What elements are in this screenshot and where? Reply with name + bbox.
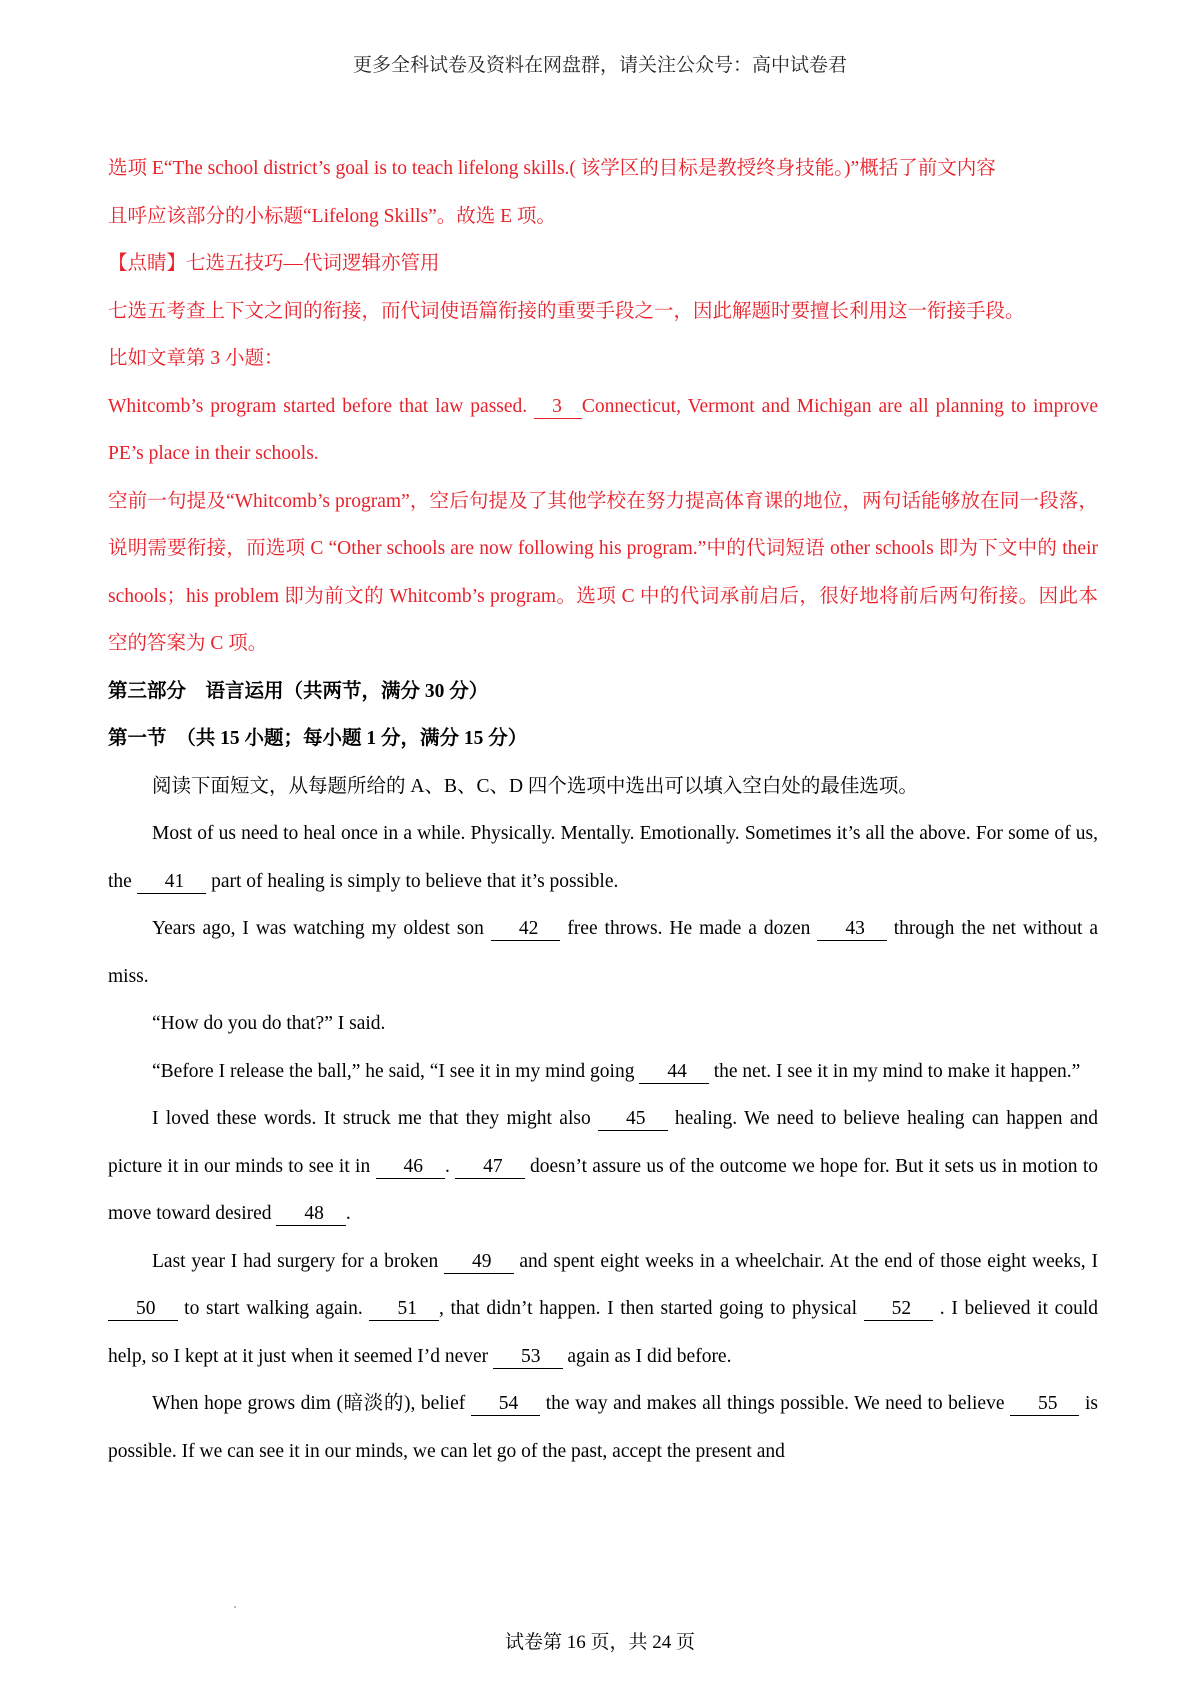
example-blank: 3 <box>534 396 582 419</box>
blank-54: 54 <box>471 1393 541 1416</box>
blank-53: 53 <box>493 1346 563 1369</box>
passage-text: I loved these words. It struck me that they might also <box>152 1108 599 1129</box>
passage-text: . I believed it could help, so I kept at it just when it seemed I’d never <box>108 1298 1099 1367</box>
blank-50: 50 <box>108 1298 178 1321</box>
blank-47: 47 <box>455 1156 525 1179</box>
passage-paragraph-7 <box>108 1380 1098 1475</box>
blank-55: 55 <box>1010 1393 1080 1416</box>
page-header: 更多全科试卷及资料在网盘群，请关注公众号：高中试卷君 <box>352 55 847 76</box>
passage-text: , that didn’t happen. I then started going to physical <box>438 1298 864 1319</box>
passage-text: through the net without a miss. <box>108 918 1099 987</box>
blank-52: 52 <box>864 1298 934 1321</box>
passage-paragraph-1 <box>108 810 1098 905</box>
passage-text: the net. I see it in my mind to make it happen.” <box>708 1060 1081 1082</box>
section3-title: 第三部分 语言运用（共两节，满分 30 分） <box>108 680 489 702</box>
blank-49: 49 <box>444 1251 514 1274</box>
scan-speck <box>234 1606 236 1608</box>
tip-text: 七选五考查上下文之间的衔接，而代词使语篇衔接的重要手段之一，因此解题时要擅长利用这一衔接手段。 <box>108 300 1025 322</box>
section1-title: 第一节 （共 15 小题；每小题 1 分，满分 15 分） <box>108 728 528 749</box>
passage-text: the way and makes all things possible. We need to believe <box>540 1393 1010 1414</box>
passage-paragraph-5 <box>108 1095 1098 1238</box>
passage-text: healing. We need to believe healing can happen and picture it in our minds to see it in <box>108 1108 1098 1177</box>
passage-text: When hope grows dim (暗淡的), belief <box>152 1393 471 1414</box>
blank-48: 48 <box>276 1203 346 1226</box>
page-content <box>108 145 1098 1475</box>
analysis-option-e-line2: 且呼应该部分的小标题“Lifelong Skills”。故选 E 项。 <box>108 205 556 227</box>
passage-paragraph-4 <box>108 1048 1098 1096</box>
passage-paragraph-2 <box>108 905 1098 1000</box>
passage-text: “Before I release the ball,” he said, “I see it in my mind going <box>152 1060 640 1082</box>
instruction: 阅读下面短文，从每题所给的 A、B、C、D 四个选项中选出可以填入空白处的最佳选项。 <box>152 775 918 797</box>
example-intro: 比如文章第 3 小题： <box>108 348 284 369</box>
blank-42: 42 <box>491 918 561 941</box>
passage-text: Most of us need to heal once in a while. Physically. Mentally. Emotionally. Sometimes it’s all the above. For some of us, the <box>108 823 1098 892</box>
blank-43: 43 <box>817 918 887 941</box>
passage-paragraph-6 <box>108 1238 1098 1381</box>
analysis-option-e <box>108 145 1098 240</box>
passage-paragraph-3: “How do you do that?” I said. <box>152 1013 386 1034</box>
passage-text: free throws. He made a dozen <box>560 918 818 939</box>
passage-text: . <box>345 1203 351 1224</box>
example-sentence <box>108 383 1098 478</box>
explanation: 空前一句提及“Whitcomb’s program”，空后句提及了其他学校在努力提高体育课的地位，两句话能够放在同一段落，说明需要衔接，而选项 C “Other schools are now following his program.”中的代词短语 other schools 即为下文中的 their schools；his problem 即为前文的 Whitcomb’s program。选项 C 中的代词承前启后，很好地将前后两句衔接。因此本空的答案为 C 项。 <box>108 490 1098 654</box>
blank-46: 46 <box>376 1156 446 1179</box>
blank-44: 44 <box>639 1061 709 1084</box>
passage-text: Last year I had surgery for a broken <box>152 1250 445 1272</box>
passage-text: to start walking again. <box>177 1298 370 1319</box>
passage-text: and spent eight weeks in a wheelchair. At the end of those eight weeks, I <box>513 1250 1098 1272</box>
passage-text: . <box>445 1155 456 1177</box>
blank-45: 45 <box>598 1108 668 1131</box>
tip-title: 【点睛】七选五技巧—代词逻辑亦管用 <box>108 253 440 274</box>
blank-51: 51 <box>369 1298 439 1321</box>
passage-text: Years ago, I was watching my oldest son <box>152 918 491 939</box>
page-footer: 试卷第 16 页，共 24 页 <box>504 1632 695 1653</box>
example-after: Connecticut, Vermont and Michigan are all planning to improve PE’s place in their schools. <box>108 395 1098 464</box>
example-before: Whitcomb’s program started before that law passed. <box>108 395 535 417</box>
analysis-option-e-line1: 选项 E“The school district’s goal is to teach lifelong skills.( 该学区的目标是教授终身技能。)”概括了前文内容 <box>108 158 996 179</box>
passage-text: part of healing is simply to believe that it’s possible. <box>206 870 619 892</box>
blank-41: 41 <box>137 871 207 894</box>
passage-text: again as I did before. <box>562 1345 732 1367</box>
passage-text: doesn’t assure us of the outcome we hope for. But it sets us in motion to move toward desired <box>108 1155 1099 1224</box>
passage-text: is possible. If we can see it in our minds, we can let go of the past, accept the present and <box>108 1393 1098 1462</box>
